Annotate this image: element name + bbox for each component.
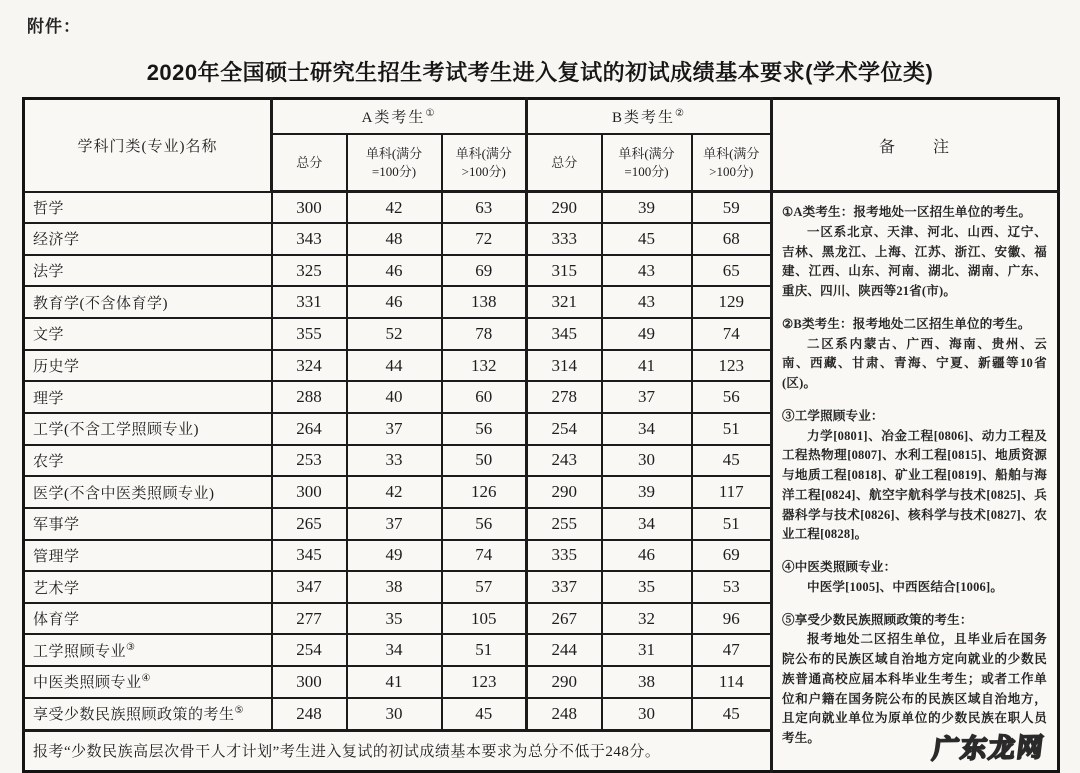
score-cell: 69: [692, 540, 772, 572]
subject-name-cell: 经济学: [24, 223, 272, 255]
remark-note-head: ②B类考生：报考地处二区招生单位的考生。: [782, 316, 1031, 331]
score-cell: 43: [602, 255, 692, 287]
score-cell: 30: [347, 698, 442, 731]
score-cell: 69: [442, 255, 527, 287]
table-body: [24, 192, 1059, 772]
score-cell: 331: [272, 286, 347, 318]
score-cell: 47: [692, 634, 772, 666]
score-cell: 34: [602, 413, 692, 445]
subject-name-cell: 教育学(不含体育学): [24, 286, 272, 318]
score-cell: 45: [692, 445, 772, 477]
score-cell: 74: [692, 318, 772, 350]
score-cell: 315: [527, 255, 602, 287]
score-cell: 129: [692, 286, 772, 318]
page-title: 2020年全国硕士研究生招生考试考生进入复试的初试成绩基本要求(学术学位类): [146, 60, 934, 85]
score-cell: 51: [442, 634, 527, 666]
score-cell: 132: [442, 350, 527, 382]
subject-name-cell: 享受少数民族照顾政策的考生⑤: [24, 698, 272, 731]
score-cell: 35: [602, 571, 692, 603]
score-cell: 30: [602, 445, 692, 477]
score-cell: 355: [272, 318, 347, 350]
score-cell: 50: [442, 445, 527, 477]
score-cell: 31: [602, 634, 692, 666]
score-cell: 277: [272, 603, 347, 635]
table-row: [24, 192, 1059, 224]
score-cell: 324: [272, 350, 347, 382]
score-cell: 32: [602, 603, 692, 635]
subject-name-cell: 体育学: [24, 603, 272, 635]
header-row-groups: [24, 99, 1059, 135]
subheader-a-total: 总分: [272, 134, 347, 192]
remark-note: [782, 407, 1047, 545]
score-cell: 267: [527, 603, 602, 635]
score-cell: 345: [527, 318, 602, 350]
column-group-a-candidates: A类考生①: [272, 99, 527, 135]
score-cell: 248: [527, 698, 602, 731]
subject-name-cell: 工学(不含工学照顾专业): [24, 413, 272, 445]
remark-note-body: 中医学[1005]、中西医结合[1006]。: [807, 579, 1004, 594]
subheader-a-single-over100: 单科(满分 >100分): [442, 134, 527, 192]
subject-name-cell: 法学: [24, 255, 272, 287]
score-cell: 51: [692, 413, 772, 445]
score-cell: 117: [692, 476, 772, 508]
subject-name-cell: 艺术学: [24, 571, 272, 603]
watermark-logo: 广东龙网: [930, 731, 1047, 764]
subject-name-cell: 工学照顾专业③: [24, 634, 272, 666]
score-cell: 278: [527, 381, 602, 413]
remark-note-head: ①A类考生：报考地处一区招生单位的考生。: [782, 205, 1032, 219]
subject-name-cell: 中医类照顾专业④: [24, 666, 272, 698]
subject-name-cell: 历史学: [24, 350, 272, 382]
score-cell: 41: [602, 350, 692, 382]
score-cell: 42: [347, 476, 442, 508]
remark-note: [782, 558, 1047, 598]
score-cell: 345: [272, 540, 347, 572]
subheader-b-total: 总分: [527, 134, 602, 192]
score-cell: 78: [442, 318, 527, 350]
score-cell: 46: [347, 255, 442, 287]
score-cell: 60: [442, 381, 527, 413]
score-cell: 45: [692, 698, 772, 731]
subject-name-cell: 理学: [24, 381, 272, 413]
score-cell: 244: [527, 634, 602, 666]
score-cell: 49: [347, 540, 442, 572]
score-requirements-table: [22, 97, 1060, 773]
subheader-b-single-100: 单科(满分 =100分): [602, 134, 692, 192]
score-cell: 335: [527, 540, 602, 572]
subject-name-cell: 医学(不含中医类照顾专业): [24, 476, 272, 508]
score-cell: 46: [602, 540, 692, 572]
subject-name-cell: 军事学: [24, 508, 272, 540]
score-cell: 253: [272, 445, 347, 477]
score-cell: 138: [442, 286, 527, 318]
column-header-subject: 学科门类(专业)名称: [24, 99, 272, 192]
score-cell: 300: [272, 476, 347, 508]
score-cell: 44: [347, 350, 442, 382]
score-cell: 96: [692, 603, 772, 635]
score-cell: 347: [272, 571, 347, 603]
subheader-b-single-over100: 单科(满分 >100分): [692, 134, 772, 192]
score-cell: 33: [347, 445, 442, 477]
score-cell: 290: [527, 192, 602, 224]
score-cell: 43: [602, 286, 692, 318]
remark-note-head: ⑤享受少数民族照顾政策的考生：: [782, 612, 973, 627]
score-cell: 300: [272, 666, 347, 698]
attachment-label: 附件：: [27, 17, 81, 36]
score-cell: 254: [527, 413, 602, 445]
remark-note-head: ④中医类照顾专业：: [782, 560, 897, 574]
remark-note-body: 力学[0801]、冶金工程[0806]、动力工程及工程热物理[0807]、水利工程[0815]、地质资源与地质工程[0818]、矿业工程[0819]、船舶与海洋工程[0824]、航空宇航科学与技术[0825]、兵器科学与技术[0826]、核科学与技术[0827]、农业工程[0828]。: [782, 428, 1048, 542]
score-cell: 243: [527, 445, 602, 477]
score-cell: 34: [347, 634, 442, 666]
subject-name-cell: 文学: [24, 318, 272, 350]
score-cell: 126: [442, 476, 527, 508]
remark-note-body: 二区系内蒙古、广西、海南、贵州、云南、西藏、甘肃、青海、宁夏、新疆等10省(区)。: [782, 336, 1048, 390]
score-cell: 254: [272, 634, 347, 666]
score-cell: 123: [692, 350, 772, 382]
score-cell: 52: [347, 318, 442, 350]
score-cell: 53: [692, 571, 772, 603]
column-group-b-candidates: B类考生②: [527, 99, 772, 135]
score-cell: 37: [347, 413, 442, 445]
score-cell: 46: [347, 286, 442, 318]
score-cell: 49: [602, 318, 692, 350]
remark-note: [782, 315, 1047, 394]
score-cell: 343: [272, 223, 347, 255]
score-cell: 255: [527, 508, 602, 540]
score-cell: 123: [442, 666, 527, 698]
remark-note: [782, 203, 1047, 302]
score-cell: 39: [602, 192, 692, 224]
score-cell: 333: [527, 223, 602, 255]
score-cell: 57: [442, 571, 527, 603]
score-cell: 63: [442, 192, 527, 224]
score-cell: 51: [692, 508, 772, 540]
footer-note-cell: 报考“少数民族高层次骨干人才计划”考生进入复试的初试成绩基本要求为总分不低于248分。: [24, 730, 772, 771]
score-cell: 72: [442, 223, 527, 255]
score-cell: 74: [442, 540, 527, 572]
score-cell: 41: [347, 666, 442, 698]
remarks-cell: [772, 192, 1059, 772]
score-cell: 290: [527, 476, 602, 508]
score-cell: 42: [347, 192, 442, 224]
score-cell: 37: [347, 508, 442, 540]
remark-note-head: ③工学照顾专业：: [782, 408, 884, 423]
score-cell: 265: [272, 508, 347, 540]
score-cell: 35: [347, 603, 442, 635]
score-cell: 38: [602, 666, 692, 698]
remark-note-body: 报考地处二区招生单位，且毕业后在国务院公布的民族区域自治地方定向就业的少数民族普通高校应届本科毕业生考生；或者工作单位和户籍在国务院公布的民族区域自治地方，且定向就业单位为原单位的少数民族在职人员考生。: [782, 632, 1048, 745]
score-cell: 114: [692, 666, 772, 698]
score-cell: 38: [347, 571, 442, 603]
score-cell: 288: [272, 381, 347, 413]
subheader-a-single-100: 单科(满分 =100分): [347, 134, 442, 192]
score-cell: 264: [272, 413, 347, 445]
score-cell: 314: [527, 350, 602, 382]
subject-name-cell: 农学: [24, 445, 272, 477]
score-cell: 30: [602, 698, 692, 731]
score-cell: 34: [602, 508, 692, 540]
score-cell: 39: [602, 476, 692, 508]
score-cell: 56: [692, 381, 772, 413]
score-cell: 300: [272, 192, 347, 224]
score-cell: 37: [602, 381, 692, 413]
score-cell: 68: [692, 223, 772, 255]
score-cell: 325: [272, 255, 347, 287]
score-cell: 248: [272, 698, 347, 731]
score-cell: 48: [347, 223, 442, 255]
score-cell: 290: [527, 666, 602, 698]
score-cell: 56: [442, 508, 527, 540]
score-cell: 56: [442, 413, 527, 445]
score-cell: 65: [692, 255, 772, 287]
score-cell: 337: [527, 571, 602, 603]
score-cell: 45: [602, 223, 692, 255]
subject-name-cell: 管理学: [24, 540, 272, 572]
score-cell: 321: [527, 286, 602, 318]
score-cell: 59: [692, 192, 772, 224]
subject-name-cell: 哲学: [24, 192, 272, 224]
score-cell: 45: [442, 698, 527, 731]
remark-note-body: 一区系北京、天津、河北、山西、辽宁、吉林、黑龙江、上海、江苏、浙江、安徽、福建、江西、山东、河南、湖北、湖南、广东、重庆、四川、陕西等21省(市)。: [782, 224, 1048, 298]
column-header-remarks: 备 注: [772, 99, 1059, 192]
score-cell: 105: [442, 603, 527, 635]
score-cell: 40: [347, 381, 442, 413]
